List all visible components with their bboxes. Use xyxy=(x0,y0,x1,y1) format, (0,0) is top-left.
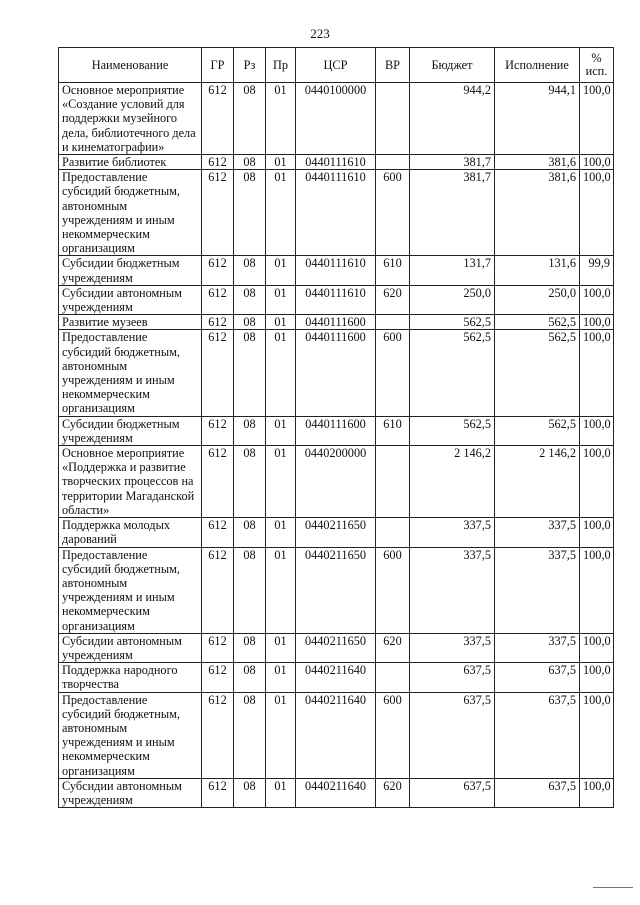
column-header-csr: ЦСР xyxy=(296,48,376,83)
row-csr-cell: 0440211640 xyxy=(296,692,376,778)
row-csr-cell: 0440111610 xyxy=(296,155,376,170)
column-header-vr: ВР xyxy=(376,48,410,83)
table-row xyxy=(59,155,614,170)
page-number: 223 xyxy=(310,26,330,41)
table-header-row xyxy=(59,48,614,83)
row-name-cell: Предоставление субсидий бюджетным, автономным учреждениям и иным некоммерческим организациям xyxy=(59,170,202,256)
table-row xyxy=(59,170,614,256)
row-gr-cell: 612 xyxy=(202,633,234,662)
row-rz-cell: 08 xyxy=(234,547,266,633)
row-percent-cell: 100,0 xyxy=(580,155,614,170)
row-csr-cell: 0440211650 xyxy=(296,633,376,662)
row-budget-cell: 562,5 xyxy=(410,416,495,445)
row-rz-cell: 08 xyxy=(234,633,266,662)
row-name-cell: Основное мероприятие «Создание условий для поддержки музейного дела, библиотечного дела и кинематографии» xyxy=(59,83,202,155)
row-percent-cell: 100,0 xyxy=(580,692,614,778)
row-percent-cell: 100,0 xyxy=(580,330,614,416)
row-gr-cell: 612 xyxy=(202,170,234,256)
row-rz-cell: 08 xyxy=(234,330,266,416)
row-execution-cell: 381,6 xyxy=(495,155,580,170)
row-vr-cell: 600 xyxy=(376,330,410,416)
row-budget-cell: 381,7 xyxy=(410,155,495,170)
row-percent-cell: 100,0 xyxy=(580,416,614,445)
row-csr-cell: 0440211640 xyxy=(296,663,376,692)
row-vr-cell: 610 xyxy=(376,256,410,285)
row-vr-cell: 600 xyxy=(376,170,410,256)
row-csr-cell: 0440111600 xyxy=(296,315,376,330)
row-vr-cell xyxy=(376,155,410,170)
row-vr-cell: 620 xyxy=(376,285,410,314)
row-pr-cell: 01 xyxy=(266,170,296,256)
row-percent-cell: 99,9 xyxy=(580,256,614,285)
row-gr-cell: 612 xyxy=(202,446,234,518)
row-gr-cell: 612 xyxy=(202,285,234,314)
row-percent-cell: 100,0 xyxy=(580,83,614,155)
row-pr-cell: 01 xyxy=(266,256,296,285)
column-header-rz: Рз xyxy=(234,48,266,83)
row-execution-cell: 337,5 xyxy=(495,547,580,633)
row-pr-cell: 01 xyxy=(266,547,296,633)
row-gr-cell: 612 xyxy=(202,778,234,807)
row-gr-cell: 612 xyxy=(202,83,234,155)
row-name-cell: Основное мероприятие «Поддержка и развитие творческих процессов на территории Магаданской области» xyxy=(59,446,202,518)
row-csr-cell: 0440100000 xyxy=(296,83,376,155)
row-name-cell: Субсидии автономным учреждениям xyxy=(59,778,202,807)
row-execution-cell: 562,5 xyxy=(495,315,580,330)
row-rz-cell: 08 xyxy=(234,778,266,807)
row-name-cell: Развитие музеев xyxy=(59,315,202,330)
table-row xyxy=(59,256,614,285)
row-rz-cell: 08 xyxy=(234,256,266,285)
table-body xyxy=(59,83,614,808)
row-budget-cell: 637,5 xyxy=(410,663,495,692)
row-gr-cell: 612 xyxy=(202,692,234,778)
row-rz-cell: 08 xyxy=(234,692,266,778)
row-percent-cell: 100,0 xyxy=(580,285,614,314)
row-execution-cell: 337,5 xyxy=(495,518,580,547)
row-csr-cell: 0440111600 xyxy=(296,330,376,416)
row-vr-cell: 610 xyxy=(376,416,410,445)
row-execution-cell: 381,6 xyxy=(495,170,580,256)
row-rz-cell: 08 xyxy=(234,416,266,445)
row-pr-cell: 01 xyxy=(266,518,296,547)
row-vr-cell xyxy=(376,315,410,330)
row-pr-cell: 01 xyxy=(266,633,296,662)
table-row xyxy=(59,330,614,416)
row-vr-cell xyxy=(376,446,410,518)
row-percent-cell: 100,0 xyxy=(580,778,614,807)
row-execution-cell: 637,5 xyxy=(495,778,580,807)
row-csr-cell: 0440211650 xyxy=(296,547,376,633)
budget-table xyxy=(58,47,614,808)
row-csr-cell: 0440200000 xyxy=(296,446,376,518)
row-budget-cell: 131,7 xyxy=(410,256,495,285)
row-csr-cell: 0440111610 xyxy=(296,256,376,285)
row-percent-cell: 100,0 xyxy=(580,170,614,256)
row-pr-cell: 01 xyxy=(266,285,296,314)
row-csr-cell: 0440211650 xyxy=(296,518,376,547)
table-row xyxy=(59,778,614,807)
row-rz-cell: 08 xyxy=(234,315,266,330)
row-vr-cell: 600 xyxy=(376,547,410,633)
row-pr-cell: 01 xyxy=(266,692,296,778)
table-row xyxy=(59,692,614,778)
row-name-cell: Субсидии бюджетным учреждениям xyxy=(59,416,202,445)
row-percent-cell: 100,0 xyxy=(580,446,614,518)
row-csr-cell: 0440211640 xyxy=(296,778,376,807)
row-vr-cell xyxy=(376,518,410,547)
row-name-cell: Поддержка народного творчества xyxy=(59,663,202,692)
row-budget-cell: 637,5 xyxy=(410,692,495,778)
row-budget-cell: 381,7 xyxy=(410,170,495,256)
row-rz-cell: 08 xyxy=(234,285,266,314)
column-header-percent: % исп. xyxy=(580,48,614,83)
row-budget-cell: 562,5 xyxy=(410,330,495,416)
row-pr-cell: 01 xyxy=(266,330,296,416)
row-vr-cell: 600 xyxy=(376,692,410,778)
row-name-cell: Предоставление субсидий бюджетным, автономным учреждениям и иным некоммерческим организациям xyxy=(59,330,202,416)
table-row xyxy=(59,416,614,445)
row-execution-cell: 2 146,2 xyxy=(495,446,580,518)
row-execution-cell: 562,5 xyxy=(495,330,580,416)
row-budget-cell: 637,5 xyxy=(410,778,495,807)
row-vr-cell xyxy=(376,83,410,155)
row-execution-cell: 250,0 xyxy=(495,285,580,314)
row-gr-cell: 612 xyxy=(202,155,234,170)
row-gr-cell: 612 xyxy=(202,547,234,633)
row-name-cell: Развитие библиотек xyxy=(59,155,202,170)
row-rz-cell: 08 xyxy=(234,446,266,518)
table-row xyxy=(59,83,614,155)
table-row xyxy=(59,518,614,547)
table-row xyxy=(59,446,614,518)
row-execution-cell: 337,5 xyxy=(495,633,580,662)
row-pr-cell: 01 xyxy=(266,315,296,330)
table-row xyxy=(59,633,614,662)
row-execution-cell: 562,5 xyxy=(495,416,580,445)
row-budget-cell: 944,2 xyxy=(410,83,495,155)
row-budget-cell: 2 146,2 xyxy=(410,446,495,518)
row-gr-cell: 612 xyxy=(202,256,234,285)
row-percent-cell: 100,0 xyxy=(580,518,614,547)
row-rz-cell: 08 xyxy=(234,83,266,155)
row-name-cell: Предоставление субсидий бюджетным, автономным учреждениям и иным некоммерческим организациям xyxy=(59,547,202,633)
row-gr-cell: 612 xyxy=(202,416,234,445)
table-row xyxy=(59,315,614,330)
row-gr-cell: 612 xyxy=(202,315,234,330)
column-header-name: Наименование xyxy=(59,48,202,83)
table-row xyxy=(59,663,614,692)
column-header-budget: Бюджет xyxy=(410,48,495,83)
row-gr-cell: 612 xyxy=(202,518,234,547)
row-percent-cell: 100,0 xyxy=(580,315,614,330)
row-vr-cell: 620 xyxy=(376,633,410,662)
row-name-cell: Субсидии автономным учреждениям xyxy=(59,633,202,662)
row-gr-cell: 612 xyxy=(202,663,234,692)
column-header-gr: ГР xyxy=(202,48,234,83)
row-budget-cell: 250,0 xyxy=(410,285,495,314)
row-execution-cell: 637,5 xyxy=(495,663,580,692)
row-pr-cell: 01 xyxy=(266,663,296,692)
row-gr-cell: 612 xyxy=(202,330,234,416)
row-name-cell: Субсидии автономным учреждениям xyxy=(59,285,202,314)
table-row xyxy=(59,285,614,314)
row-csr-cell: 0440111610 xyxy=(296,285,376,314)
row-percent-cell: 100,0 xyxy=(580,547,614,633)
row-percent-cell: 100,0 xyxy=(580,633,614,662)
row-budget-cell: 337,5 xyxy=(410,547,495,633)
row-execution-cell: 637,5 xyxy=(495,692,580,778)
row-pr-cell: 01 xyxy=(266,416,296,445)
row-rz-cell: 08 xyxy=(234,518,266,547)
column-header-execution: Исполнение xyxy=(495,48,580,83)
row-percent-cell: 100,0 xyxy=(580,663,614,692)
row-rz-cell: 08 xyxy=(234,170,266,256)
row-budget-cell: 337,5 xyxy=(410,518,495,547)
row-name-cell: Субсидии бюджетным учреждениям xyxy=(59,256,202,285)
row-budget-cell: 562,5 xyxy=(410,315,495,330)
row-name-cell: Предоставление субсидий бюджетным, автономным учреждениям и иным некоммерческим организациям xyxy=(59,692,202,778)
column-header-pr: Пр xyxy=(266,48,296,83)
row-pr-cell: 01 xyxy=(266,446,296,518)
row-rz-cell: 08 xyxy=(234,663,266,692)
row-execution-cell: 131,6 xyxy=(495,256,580,285)
row-pr-cell: 01 xyxy=(266,155,296,170)
row-csr-cell: 0440111600 xyxy=(296,416,376,445)
scan-artifact-line xyxy=(593,887,633,888)
row-vr-cell xyxy=(376,663,410,692)
row-budget-cell: 337,5 xyxy=(410,633,495,662)
table-row xyxy=(59,547,614,633)
row-vr-cell: 620 xyxy=(376,778,410,807)
row-pr-cell: 01 xyxy=(266,778,296,807)
row-name-cell: Поддержка молодых дарований xyxy=(59,518,202,547)
row-rz-cell: 08 xyxy=(234,155,266,170)
row-pr-cell: 01 xyxy=(266,83,296,155)
row-execution-cell: 944,1 xyxy=(495,83,580,155)
row-csr-cell: 0440111610 xyxy=(296,170,376,256)
